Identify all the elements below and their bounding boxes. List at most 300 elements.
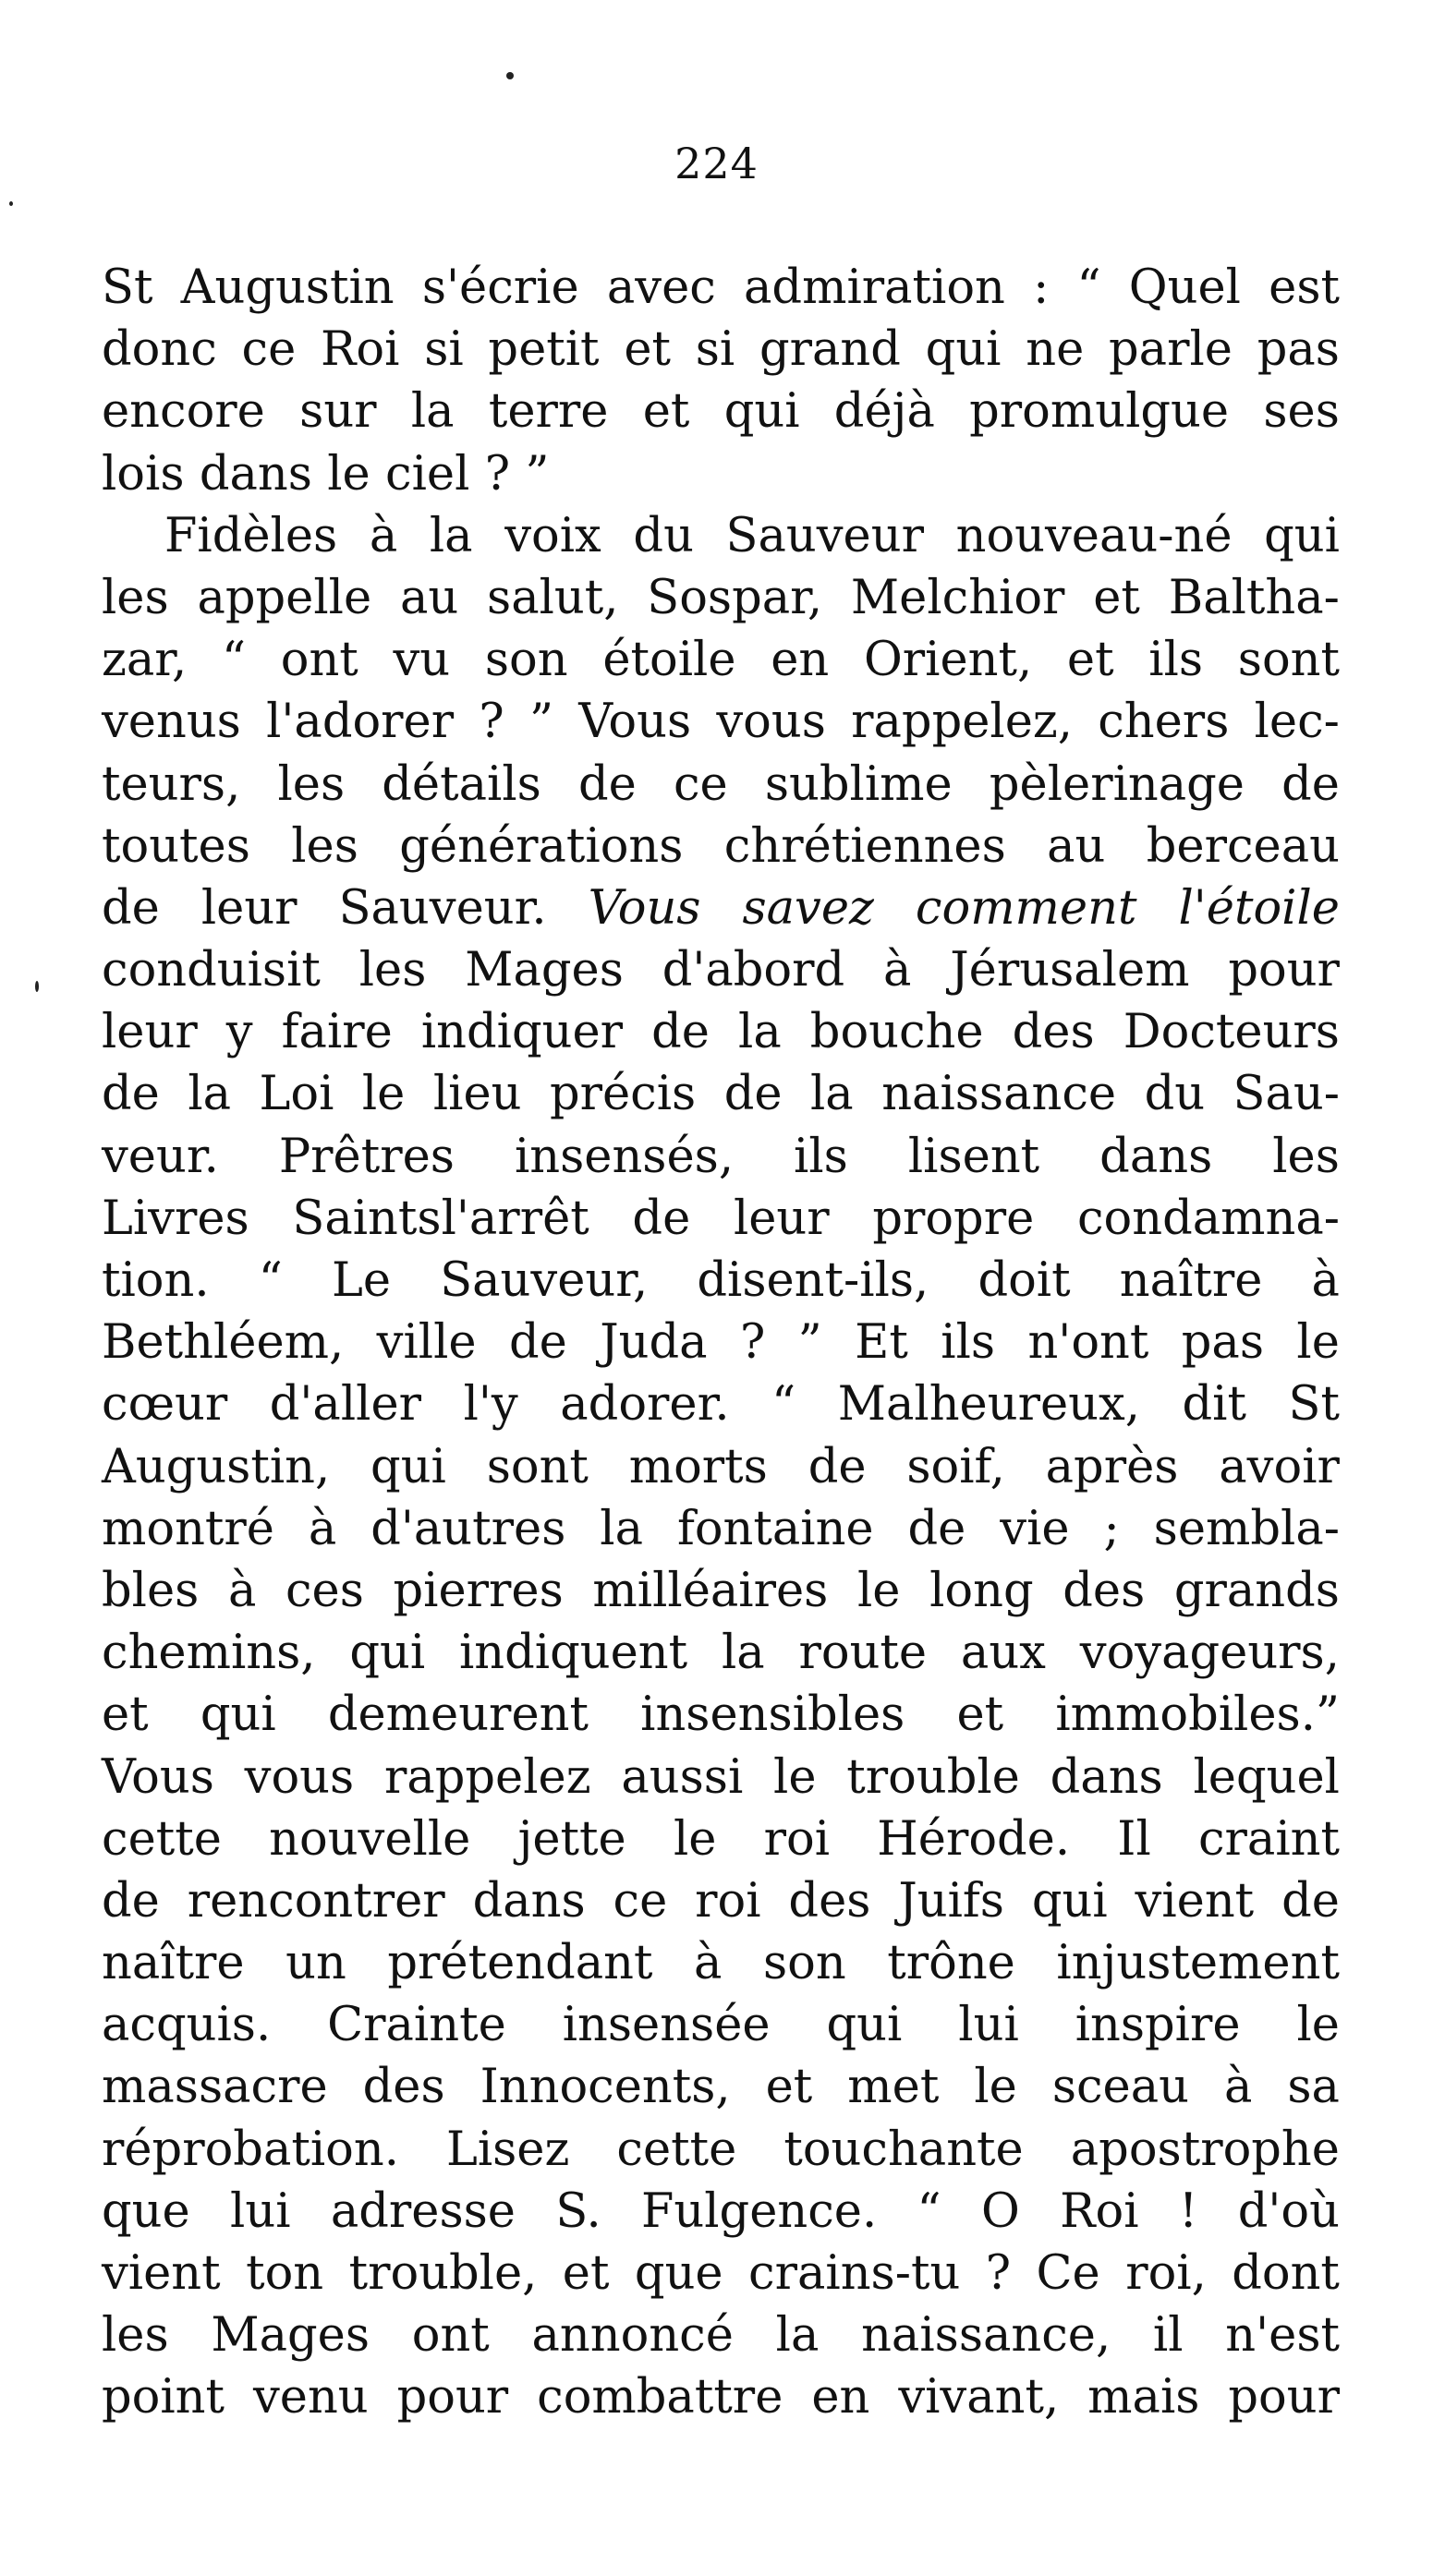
word: disent-ils, xyxy=(697,1253,929,1308)
word: à xyxy=(1223,2060,1253,2115)
word: Et xyxy=(855,1315,908,1371)
word: de xyxy=(577,756,637,812)
word: salut, xyxy=(487,570,619,625)
word: ont xyxy=(411,2308,490,2364)
word: Fulgence. xyxy=(641,2183,878,2239)
word: et xyxy=(642,384,690,440)
word: vous xyxy=(716,695,826,750)
word: sont xyxy=(486,1439,589,1494)
word: le xyxy=(361,1067,406,1122)
word: grand xyxy=(759,322,901,378)
word: venus xyxy=(102,695,241,750)
word: doit xyxy=(978,1253,1071,1308)
word: Quel xyxy=(1128,260,1241,315)
word: ont xyxy=(280,633,358,688)
word: rencontrer xyxy=(187,1873,445,1929)
word: pour xyxy=(1228,943,1340,998)
word: vient xyxy=(1135,1873,1255,1929)
word: de xyxy=(651,1005,710,1060)
word: cette xyxy=(616,2122,737,2177)
word: naissance xyxy=(881,1067,1117,1122)
word: précis xyxy=(549,1067,697,1122)
word: de xyxy=(102,1873,160,1929)
word: rappelez, xyxy=(851,695,1073,750)
word: et xyxy=(765,2060,813,2115)
word: pèlerinage xyxy=(989,756,1245,812)
word: que xyxy=(102,2183,190,2239)
word: met xyxy=(847,2060,940,2115)
word: l'étoile xyxy=(1178,880,1340,936)
word: et xyxy=(102,1687,149,1743)
word: le xyxy=(773,1749,817,1805)
word: qui xyxy=(1031,1873,1108,1929)
word: Ce xyxy=(1036,2246,1100,2301)
word: et xyxy=(624,322,671,378)
text-line xyxy=(102,1250,1340,1312)
word: Juifs xyxy=(898,1873,1004,1929)
word: lui xyxy=(230,2183,291,2239)
text-line xyxy=(102,1498,1340,1560)
word: n'ont xyxy=(1027,1315,1149,1371)
word: donc xyxy=(102,322,217,378)
text-line xyxy=(102,2181,1340,2243)
word: morts xyxy=(628,1439,768,1494)
word: demeurent xyxy=(327,1687,589,1743)
word: dans xyxy=(472,1873,586,1929)
word: Le xyxy=(331,1253,392,1308)
word: les xyxy=(1272,1129,1340,1184)
word: la xyxy=(410,384,455,440)
word: faire xyxy=(281,1005,393,1060)
word: le xyxy=(1296,1998,1340,2053)
word: zar, xyxy=(102,633,188,688)
word: ; xyxy=(1103,1501,1120,1556)
word: annoncé xyxy=(531,2308,734,2364)
word: lisent xyxy=(907,1129,1040,1184)
word: Jérusalem xyxy=(950,943,1190,998)
text-line xyxy=(102,1560,1340,1622)
text-line xyxy=(102,257,1340,319)
word: milléaires xyxy=(592,1563,829,1618)
text-line xyxy=(102,1373,1340,1435)
word: touchante xyxy=(783,2122,1024,2177)
text-line xyxy=(102,1063,1340,1125)
word: d'abord xyxy=(662,943,845,998)
body-text xyxy=(102,257,1340,2429)
text-line xyxy=(102,319,1340,381)
word: qui xyxy=(826,1998,903,2053)
word: le xyxy=(327,446,370,502)
word: le xyxy=(1296,1315,1340,1371)
word: adresse xyxy=(330,2183,516,2239)
word: dont xyxy=(1232,2246,1340,2301)
text-line xyxy=(102,1001,1340,1063)
word: la xyxy=(600,1501,644,1556)
word: : xyxy=(1033,260,1050,315)
word: pas xyxy=(1257,322,1340,378)
word: “ xyxy=(258,1253,283,1308)
word: y xyxy=(225,1005,253,1060)
word: ton xyxy=(246,2246,324,2301)
word: le xyxy=(974,2060,1017,2115)
word: Bethléem, xyxy=(102,1315,345,1371)
word: craint xyxy=(1197,1811,1340,1867)
word: cœur xyxy=(102,1377,228,1433)
word: ” xyxy=(797,1315,822,1371)
word: qui xyxy=(925,322,1002,378)
word: générations xyxy=(399,818,684,874)
word: détails xyxy=(382,756,541,812)
word: ! xyxy=(1178,2183,1198,2239)
word: et xyxy=(1093,570,1140,625)
word: leur xyxy=(102,1005,198,1060)
text-line xyxy=(102,2304,1340,2366)
word: condamna- xyxy=(1076,1191,1340,1246)
word: appelle xyxy=(197,570,372,625)
word: l'y xyxy=(463,1377,518,1433)
word: St xyxy=(1288,1377,1340,1433)
word: la xyxy=(775,2308,820,2364)
word: insensibles xyxy=(640,1687,905,1743)
word: des xyxy=(1012,1005,1095,1060)
word: sont xyxy=(1237,633,1340,688)
word: roi xyxy=(763,1811,831,1867)
word: à xyxy=(308,1501,337,1556)
word: soif, xyxy=(906,1439,1005,1494)
word: lequel xyxy=(1193,1749,1340,1805)
word: voyageurs, xyxy=(1079,1626,1340,1681)
word: le xyxy=(856,1563,901,1618)
word: chers xyxy=(1098,695,1230,750)
word: “ xyxy=(771,1377,796,1433)
word: naître xyxy=(102,1936,245,1991)
word: sa xyxy=(1287,2060,1340,2115)
word: combattre xyxy=(537,2370,783,2425)
word: en xyxy=(811,2370,870,2425)
word: et xyxy=(562,2246,610,2301)
word: à xyxy=(882,943,912,998)
word: aussi xyxy=(621,1749,744,1805)
word: Sauveur xyxy=(725,508,924,563)
word: “ xyxy=(1076,260,1101,315)
word: à xyxy=(227,1563,257,1618)
word: ils xyxy=(1148,633,1204,688)
word: ? xyxy=(484,446,511,502)
word: Innocents, xyxy=(480,2060,731,2115)
word: trouble xyxy=(846,1749,1020,1805)
word: de xyxy=(723,1067,783,1122)
word: Roi xyxy=(321,322,400,378)
word: d'où xyxy=(1237,2183,1340,2239)
word: Mages xyxy=(211,2308,370,2364)
word: Loi xyxy=(259,1067,334,1122)
word: de xyxy=(1281,1873,1340,1929)
word: teurs, xyxy=(102,756,241,812)
word: ils xyxy=(794,1129,848,1184)
word: nouveau-né xyxy=(955,508,1233,563)
word: tion. xyxy=(102,1253,210,1308)
word: la xyxy=(721,1626,765,1681)
text-line xyxy=(102,1622,1340,1684)
word: de xyxy=(102,880,160,936)
word: ces xyxy=(285,1563,364,1618)
word: parle xyxy=(1109,322,1233,378)
text-line xyxy=(102,1747,1340,1808)
word: Mages xyxy=(465,943,624,998)
word: lui xyxy=(958,1998,1019,2053)
word: indiquent xyxy=(458,1626,688,1681)
word: Vous xyxy=(578,695,692,750)
word: pierres xyxy=(393,1563,564,1618)
word: si xyxy=(424,322,464,378)
word: du xyxy=(633,508,694,563)
ink-speck xyxy=(9,201,13,206)
word: naissance, xyxy=(861,2308,1111,2364)
text-line xyxy=(102,2056,1340,2118)
word: terre xyxy=(488,384,609,440)
word: roi, xyxy=(1125,2246,1207,2301)
ink-speck xyxy=(506,72,514,79)
word: Sospar, xyxy=(647,570,823,625)
word: prétendant xyxy=(387,1936,653,1991)
word: ciel xyxy=(385,446,470,502)
word: n'est xyxy=(1225,2308,1340,2364)
word: nouvelle xyxy=(269,1811,471,1867)
word: chemins, xyxy=(102,1626,316,1681)
word: leur xyxy=(200,880,298,936)
word: montré xyxy=(102,1501,274,1556)
word: s'écrie xyxy=(421,260,579,315)
text-line xyxy=(102,754,1340,816)
text-line xyxy=(102,1932,1340,1994)
word: Juda xyxy=(600,1315,708,1371)
word: au xyxy=(1047,818,1106,874)
word: vivant, xyxy=(898,2370,1060,2425)
word: ce xyxy=(613,1873,668,1929)
word: “ xyxy=(221,633,247,688)
word: veur. xyxy=(102,1129,219,1184)
word: ” xyxy=(528,695,554,750)
word: S. xyxy=(555,2183,601,2239)
text-line xyxy=(102,1994,1340,2056)
word: sceau xyxy=(1051,2060,1189,2115)
word: trône xyxy=(887,1936,1015,1991)
word: qui xyxy=(1264,508,1340,563)
word: ce xyxy=(673,756,728,812)
word: vous xyxy=(244,1749,355,1805)
word: lois xyxy=(102,446,185,502)
word: si xyxy=(695,322,735,378)
text-line xyxy=(102,2243,1340,2304)
word: massacre xyxy=(102,2060,328,2115)
word: les xyxy=(291,818,358,874)
word: Il xyxy=(1117,1811,1151,1867)
word: il xyxy=(1152,2308,1184,2364)
text-line xyxy=(102,1870,1340,1932)
word: rappelez xyxy=(383,1749,591,1805)
word: ce xyxy=(241,322,297,378)
word: dit xyxy=(1182,1377,1246,1433)
text-line xyxy=(102,1188,1340,1250)
word: mais xyxy=(1087,2370,1200,2425)
ink-speck xyxy=(35,981,39,992)
word: immobiles.” xyxy=(1055,1687,1340,1743)
word: lec- xyxy=(1254,695,1340,750)
word: vu xyxy=(393,633,451,688)
word: Hérode. xyxy=(877,1811,1071,1867)
text-line xyxy=(102,1126,1340,1188)
text-line xyxy=(102,1312,1340,1373)
word: les xyxy=(102,2308,169,2364)
page-number: 224 xyxy=(674,139,759,188)
text-line xyxy=(102,2119,1340,2181)
word: les xyxy=(277,756,346,812)
word: savez xyxy=(742,880,874,936)
word: de xyxy=(632,1191,691,1246)
word: ils xyxy=(941,1315,996,1371)
word: Crainte xyxy=(327,1998,506,2053)
word: ville xyxy=(376,1315,477,1371)
word: ? xyxy=(739,1315,766,1371)
word: sembla- xyxy=(1153,1501,1340,1556)
word: des xyxy=(788,1873,871,1929)
word: promulgue xyxy=(969,384,1230,440)
word: d'autres xyxy=(370,1501,566,1556)
word: fontaine xyxy=(676,1501,874,1556)
word: des xyxy=(362,2060,445,2115)
word: St xyxy=(102,260,153,315)
word: de xyxy=(508,1315,567,1371)
word: insensée xyxy=(562,1998,771,2053)
word: Saintsl'arrêt xyxy=(292,1191,589,1246)
text-line xyxy=(102,877,1340,939)
word: dans xyxy=(1050,1749,1163,1805)
word: Melchior xyxy=(850,570,1065,625)
word: Vous xyxy=(102,1749,214,1805)
word: propre xyxy=(872,1191,1035,1246)
word: ? xyxy=(479,695,504,750)
word: venu xyxy=(252,2370,369,2425)
word: qui xyxy=(200,1687,276,1743)
word: acquis. xyxy=(102,1998,272,2053)
word: O xyxy=(980,2183,1020,2239)
word: l'adorer xyxy=(266,695,455,750)
word: admiration xyxy=(744,260,1005,315)
word: Roi xyxy=(1060,2183,1139,2239)
word: petit xyxy=(488,322,600,378)
word: Prêtres xyxy=(278,1129,455,1184)
word: à xyxy=(369,508,398,563)
word: de xyxy=(808,1439,867,1494)
word: sublime xyxy=(764,756,953,812)
word: leur xyxy=(733,1191,830,1246)
word: un xyxy=(285,1936,346,1991)
word: de xyxy=(1281,756,1340,812)
word: lieu xyxy=(432,1067,522,1122)
word: apostrophe xyxy=(1070,2122,1340,2177)
word: cette xyxy=(102,1811,222,1867)
word: en xyxy=(771,633,830,688)
word: dans xyxy=(199,446,312,502)
word: sur xyxy=(299,384,377,440)
word: la xyxy=(429,508,473,563)
word: au xyxy=(399,570,459,625)
word: à xyxy=(694,1936,723,1991)
word: vie xyxy=(1000,1501,1070,1556)
text-line xyxy=(102,2366,1340,2428)
word: conduisit xyxy=(102,943,321,998)
word: la xyxy=(738,1005,782,1060)
word: Fidèles xyxy=(164,508,338,563)
text-line xyxy=(102,629,1340,691)
word: insensés, xyxy=(514,1129,735,1184)
word: encore xyxy=(102,384,265,440)
word: les xyxy=(358,943,427,998)
text-line xyxy=(102,443,1340,505)
word: le xyxy=(673,1811,717,1867)
word: naître xyxy=(1119,1253,1263,1308)
word: de xyxy=(907,1501,966,1556)
word: de xyxy=(102,1067,160,1122)
word: route xyxy=(798,1626,928,1681)
word: ses xyxy=(1263,384,1340,440)
word: qui xyxy=(723,384,800,440)
word: à xyxy=(1311,1253,1340,1308)
word: inspire xyxy=(1075,1998,1241,2053)
word: Livres xyxy=(102,1191,249,1246)
word: que xyxy=(634,2246,723,2301)
text-line xyxy=(102,691,1340,753)
word: bles xyxy=(102,1563,200,1618)
word: étoile xyxy=(602,633,736,688)
word: long xyxy=(929,1563,1034,1618)
word: berceau xyxy=(1146,818,1340,874)
word: point xyxy=(102,2370,225,2425)
word: “ xyxy=(917,2183,941,2239)
word: injustement xyxy=(1056,1936,1340,1991)
text-line xyxy=(102,816,1340,877)
word: son xyxy=(762,1936,846,1991)
word: Malheureux, xyxy=(837,1377,1140,1433)
text-line xyxy=(102,1684,1340,1746)
word: la xyxy=(810,1067,854,1122)
word: ” xyxy=(525,446,550,502)
word: des xyxy=(1063,1563,1146,1618)
word: et xyxy=(956,1687,1004,1743)
text-line xyxy=(102,567,1340,629)
word: déjà xyxy=(833,384,935,440)
word: pour xyxy=(1228,2370,1340,2425)
word: Baltha- xyxy=(1168,570,1340,625)
word: Sau- xyxy=(1233,1067,1340,1122)
word: roi xyxy=(695,1873,761,1929)
word: du xyxy=(1144,1067,1206,1122)
word: Orient, xyxy=(863,633,1033,688)
text-line xyxy=(102,1436,1340,1498)
word: Vous xyxy=(588,880,701,936)
word: son xyxy=(484,633,568,688)
word: pas xyxy=(1181,1315,1264,1371)
word: chrétiennes xyxy=(723,818,1006,874)
word: voix xyxy=(504,508,601,563)
word: toutes xyxy=(102,818,250,874)
word: qui xyxy=(370,1439,446,1494)
word: comment xyxy=(915,880,1137,936)
word: adorer. xyxy=(560,1377,730,1433)
text-line xyxy=(102,505,1340,567)
word: Sauveur. xyxy=(338,880,547,936)
word: qui xyxy=(349,1626,426,1681)
